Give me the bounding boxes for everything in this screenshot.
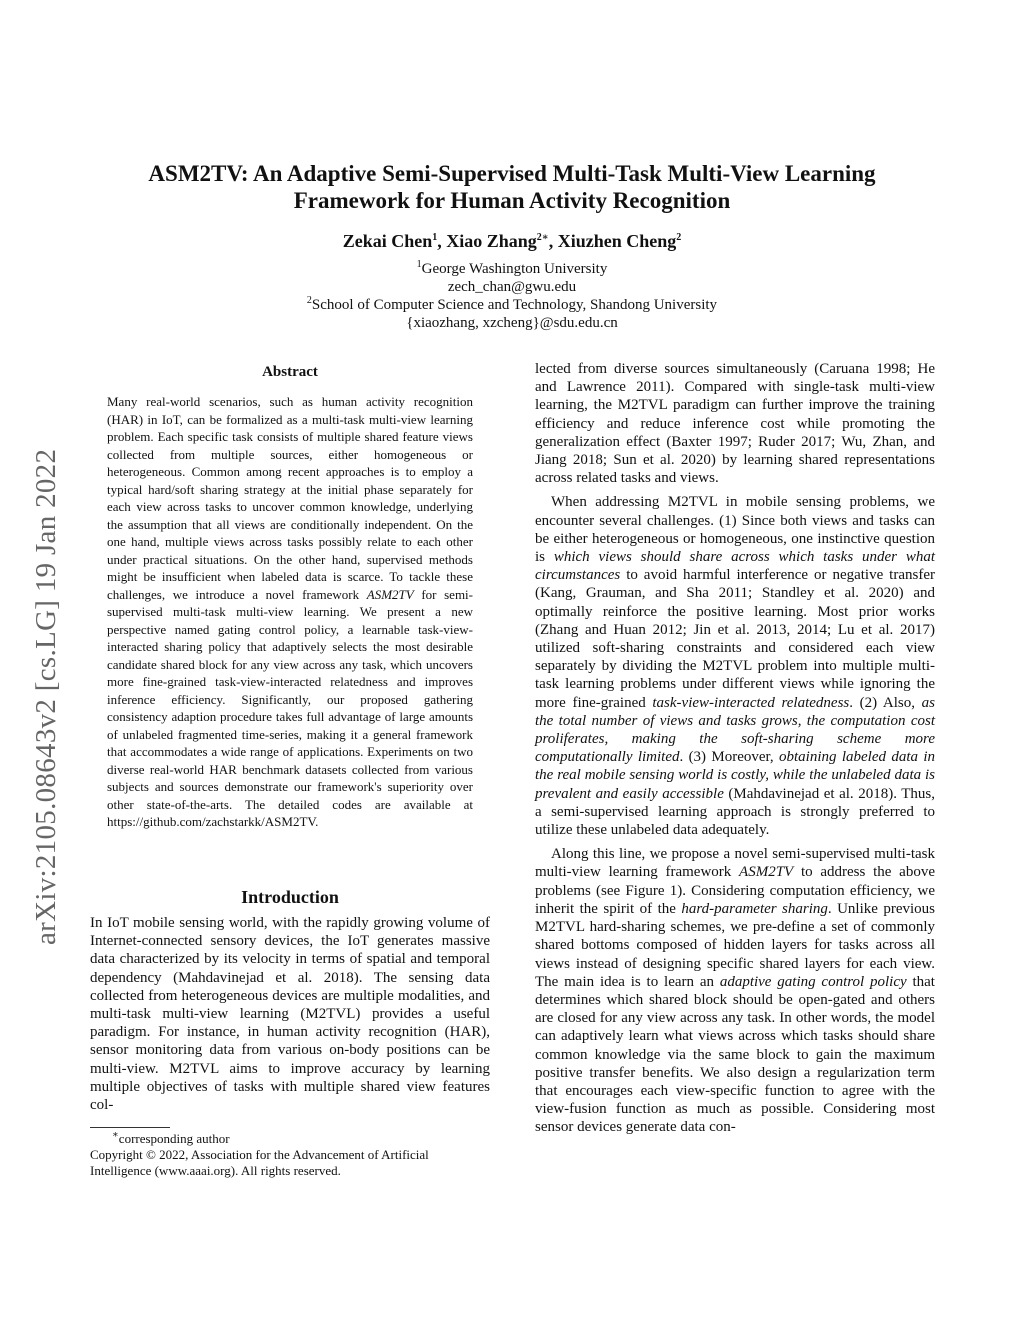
footnote-divider bbox=[90, 1127, 170, 1128]
introduction-paragraph: In IoT mobile sensing world, with the rapidly growing volume of Internet-connected sensory devices, the IoT generates massive data characterized by its velocity in terms of spatial and temporal dependency (Mahdavinejad et al. 2018). The sensing data collected from heterogeneous devices are multiple modalities, and multi-task multi-view learning (M2TVL) provides a useful paradigm. For instance, in human activity recognition (HAR), sensor monitoring data from various on-body positions can be multi-view. M2TVL aims to improve accuracy by learning multiple objectives of tasks with multiple shared view features col- bbox=[90, 915, 490, 1114]
author-name: Zekai Chen bbox=[342, 231, 433, 251]
para-text: to avoid harmful interference or negative transfer (Kang, Grauman, and Sha 2011; Standley et al. 2020) and optimally reinforce the positive learning. Most prior works (Zhang and Huan 2012; Jin et al. 2013, 2014; Lu et al. 2017) utilized soft-sharing constraints and considered each view separately by dividing the M2TVL problem into multiple multi-task learning problems under different views while ignoring the more fine-grained bbox=[535, 567, 935, 711]
para-emphasis: as the total number of views and tasks grows, the computation cost proliferates, making the soft-sharing scheme more computationally limited bbox=[535, 694, 936, 766]
abstract-heading: Abstract bbox=[262, 364, 318, 380]
right-paragraph-1: lected from diverse sources simultaneously (Caruana 1998; He and Lawrence 2011). Compared with single-task multi-view learning, the M2TVL paradigm can further improve the training efficiency and reduce inference cost while promoting the generalization effect (Baxter 1997; Ruder 2017; Wu, Zhan, and Jiang 2018; Sun et al. 2020) by learning shared representations across related tasks and views. bbox=[535, 361, 935, 487]
abstract-body bbox=[107, 393, 473, 831]
footnote-text: corresponding author bbox=[118, 1131, 230, 1146]
email-2[interactable]: {xiaozhang, xzcheng}@sdu.edu.cn bbox=[406, 315, 618, 331]
para-emphasis: which views should share across which tasks under what circumstances bbox=[535, 549, 936, 584]
affil-name: School of Computer Science and Technology, Shandong University bbox=[311, 297, 718, 313]
para-emphasis: task-view-interacted relatedness bbox=[652, 694, 850, 711]
affil-name: George Washington University bbox=[421, 261, 608, 277]
affiliation-1 bbox=[90, 260, 934, 278]
affiliations bbox=[90, 260, 934, 332]
copyright-notice: Copyright © 2022, Association for the Advancement of Artificial Intelligence (www.aaai.org). All rights reserved. bbox=[90, 1147, 429, 1178]
abstract-framework-name: ASM2TV bbox=[366, 586, 414, 602]
introduction-body bbox=[90, 914, 490, 1114]
para-text: . (2) Also, bbox=[849, 694, 922, 711]
author-affil-mark: 1 bbox=[432, 232, 438, 243]
affil-mark: 1 bbox=[416, 259, 422, 270]
para-text: When addressing M2TVL in mobile sensing problems, we encounter several challenges. (1) Since both views and tasks can be either heterogeneous or homogeneous, one instinctive question is bbox=[535, 494, 935, 566]
para-emphasis: hard-parameter sharing bbox=[681, 900, 828, 917]
abstract-text: for semi-supervised multi-task multi-view learning. We present a new perspective named gating control policy, a learnable task-view-interacted sharing policy that adaptively selects the most desirable candidate shared block for any view across any task, which uncovers more fine-grained task-view-interacted relatedness and improves inference efficiency. Significantly, our proposed gathering consistency adaption procedure takes full advantage of large amounts of unlabeled fragmented time-series, making it a general framework that accommodates a wide range of applications. Experiments on two diverse real-world HAR benchmark datasets collected from various subjects and sources demonstrate our framework's superiority over other state-of-the-arts. The detailed codes are available at https://github.com/zachstarkk/ASM2TV. bbox=[107, 586, 473, 829]
para-text: . (3) Moreover, bbox=[679, 749, 780, 766]
right-column bbox=[535, 360, 935, 1143]
author-name: Xiuzhen Cheng bbox=[557, 231, 677, 251]
paper-title-line1: ASM2TV: An Adaptive Semi-Supervised Multi-Task Multi-View Learning bbox=[148, 161, 876, 186]
para-text: (Mahdavinejad et al. 2018). Thus, a semi-supervised learning approach is strongly preferred to utilize these unlabeled data adequately. bbox=[535, 785, 935, 839]
email-1[interactable]: zech_chan@gwu.edu bbox=[447, 279, 577, 295]
para-emphasis: adaptive gating control policy bbox=[719, 973, 907, 990]
author-name: Xiao Zhang bbox=[446, 231, 537, 251]
footnote-mark: ∗ bbox=[112, 1129, 119, 1141]
author-list bbox=[90, 231, 934, 252]
author-affil-mark: 2 bbox=[676, 232, 682, 243]
para-text: that determines which shared block should be open-gated and others are closed for any view across any task. In other words, the model can adaptively learn what views across which tasks should share common knowledge via the same block to gain the maximum positive transfer benefits. We also design a regularization term that encourages each view-specific function to agree with the view-fusion function as much as possible. Considering most sensor devices generate data con- bbox=[535, 973, 935, 1136]
affil-mark: 2 bbox=[306, 295, 312, 306]
affiliation-2 bbox=[90, 296, 934, 314]
right-paragraph-2 bbox=[535, 493, 935, 839]
author-separator: , bbox=[548, 231, 558, 251]
para-text: to address the above problems (see Figure 1). Considering computation efficiency, we inherit the spirit of the bbox=[535, 864, 935, 917]
author-affil-mark: 2∗ bbox=[536, 232, 549, 243]
introduction-heading: Introduction bbox=[241, 887, 339, 907]
para-emphasis: obtaining labeled data in the real mobile sensing world is costly, while the unlabeled data is prevalent and easily accessible bbox=[535, 749, 935, 802]
abstract-text: Many real-world scenarios, such as human activity recognition (HAR) in IoT, can be formalized as a multi-task multi-view learning problem. Each specific task consists of multiple shared feature views collected from multiple sources, either homogeneous or heterogeneous. Common among recent approaches is to employ a typical hard/soft sharing strategy at the initial phase separately for each view across tasks to uncover common knowledge, underlying the assumption that all views are conditionally independent. On the one hand, multiple views across tasks possibly relate to each other under practical situations. On the other hand, supervised methods might be insufficient when labeled data is scarce. To tackle these challenges, we introduce a novel framework bbox=[107, 394, 473, 602]
author-separator: , bbox=[437, 231, 447, 251]
footnote-corresponding bbox=[90, 1131, 490, 1147]
para-emphasis: ASM2TV bbox=[739, 864, 794, 881]
footnote bbox=[90, 1131, 490, 1179]
para-text: . Unlike previous M2TVL hard-sharing schemes, we pre-define a set of commonly shared bottoms composed of hidden layers for tasks across all views instead of designing specific shared layers for each view. The main idea is to learn an bbox=[535, 900, 936, 990]
para-text: Along this line, we propose a novel semi-supervised multi-task multi-view learning framework bbox=[535, 846, 935, 881]
right-paragraph-3 bbox=[535, 845, 935, 1136]
arxiv-identifier: arXiv:2105.08643v2 [cs.LG] 19 Jan 2022 bbox=[30, 448, 62, 945]
paper-title bbox=[90, 160, 934, 214]
paper-title-line2: Framework for Human Activity Recognition bbox=[293, 188, 731, 213]
